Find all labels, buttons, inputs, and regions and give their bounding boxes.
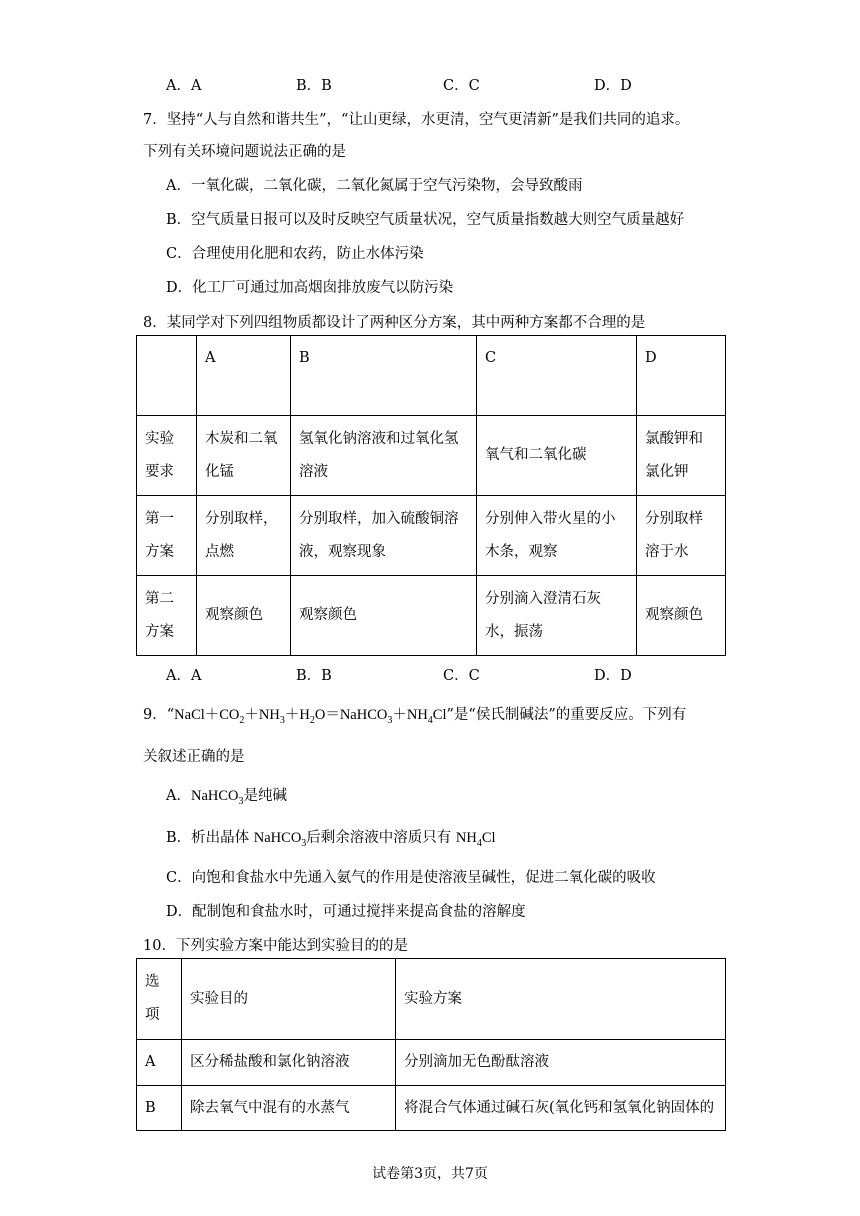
q10-cell: B	[137, 1086, 182, 1131]
q8-cell: 分别取样，加入硫酸铜溶 液，观察现象	[291, 496, 477, 576]
q10-cell: A	[137, 1040, 182, 1086]
q10-header-cell: 实验方案	[396, 959, 726, 1040]
q8-choice-b: B．B	[296, 668, 332, 684]
q8-header-cell: C	[477, 336, 637, 416]
q8-cell: 分别取样 溶于水	[637, 496, 726, 576]
q10-cell: 分别滴加无色酚酞溶液	[396, 1040, 726, 1086]
q7-stem-line1: 7．坚持“人与自然和谐共生”，“让山更绿，水更清，空气更清新”是我们共同的追求。	[143, 112, 690, 128]
q8-cell: 氧气和二氧化碳	[477, 416, 637, 496]
table-row	[137, 1086, 726, 1131]
q8-stem: 8．某同学对下列四组物质都设计了两种区分方案，其中两种方案都不合理的是	[143, 315, 646, 331]
q9-stem-line1: 9．“$NaCl+CO_2+NH_3+H_2O=NaHCO_3+NH_4Cl$”是“侯氏制碱法”的重要反应。下列有	[143, 707, 687, 726]
q8-row-label: 实验 要求	[137, 416, 197, 496]
q8-table-header-row	[137, 336, 726, 416]
table-row	[137, 416, 726, 496]
q8-table	[136, 335, 726, 656]
q8-cell: 木炭和二氧 化锰	[197, 416, 291, 496]
q8-cell: 观察颜色	[637, 576, 726, 656]
q10-cell: 将混合气体通过碱石灰(氧化钙和氢氧化钠固体的	[396, 1086, 726, 1131]
q6-choice-d: D．D	[594, 78, 632, 94]
q10-cell: 区分稀盐酸和氯化钠溶液	[182, 1040, 396, 1086]
q8-cell: 分别滴入澄清石灰 水，振荡	[477, 576, 637, 656]
q8-choice-d: D．D	[594, 668, 632, 684]
q8-header-cell: D	[637, 336, 726, 416]
q10-header-cell: 实验目的	[182, 959, 396, 1040]
q8-cell: 氯酸钾和 氯化钾	[637, 416, 726, 496]
q7-option-c: C．合理使用化肥和农药，防止水体污染	[166, 246, 424, 262]
q7-stem-line2: 下列有关环境问题说法正确的是	[143, 144, 346, 160]
q8-row-label: 第二 方案	[137, 576, 197, 656]
q10-table	[136, 958, 726, 1131]
q10-header-cell: 选 项	[137, 959, 182, 1040]
q6-choice-b: B．B	[296, 78, 332, 94]
q10-stem: 10．下列实验方案中能达到实验目的的是	[143, 938, 408, 954]
q6-choice-c: C．C	[443, 78, 480, 94]
table-row	[137, 1040, 726, 1086]
q9-option-c: C．向饱和食盐水中先通入氨气的作用是使溶液呈碱性，促进二氧化碳的吸收	[166, 870, 656, 886]
table-row	[137, 496, 726, 576]
q8-cell: 分别取样， 点燃	[197, 496, 291, 576]
q7-option-a: A．一氧化碳，二氧化碳，二氧化氮属于空气污染物，会导致酸雨	[166, 178, 583, 194]
q8-cell: 观察颜色	[291, 576, 477, 656]
q8-choice-c: C．C	[443, 668, 480, 684]
q9-option-d: D．配制饱和食盐水时，可通过搅拌来提高食盐的溶解度	[166, 904, 526, 920]
q7-option-b: B．空气质量日报可以及时反映空气质量状况，空气质量指数越大则空气质量越好	[166, 212, 685, 228]
q8-header-cell	[137, 336, 197, 416]
q8-cell: 观察颜色	[197, 576, 291, 656]
q7-option-d: D．化工厂可通过加高烟囱排放废气以防污染	[166, 280, 454, 296]
q8-cell: 氢氧化钠溶液和过氧化氢 溶液	[291, 416, 477, 496]
table-row	[137, 576, 726, 656]
q8-header-cell: B	[291, 336, 477, 416]
page-footer: 试卷第3页，共7页	[372, 1166, 488, 1182]
q9-option-b: B．析出晶体 NaHCO$_3$后剩余溶液中溶质只有 $NH_4Cl$	[166, 830, 496, 849]
q6-choice-a: A．A	[166, 78, 202, 94]
q9-option-a: A．NaHCO$_3$是纯碱	[166, 788, 288, 807]
q8-header-cell: A	[197, 336, 291, 416]
q10-cell: 除去氧气中混有的水蒸气	[182, 1086, 396, 1131]
q10-table-header-row	[137, 959, 726, 1040]
q8-cell: 分别伸入带火星的小 木条，观察	[477, 496, 637, 576]
q8-row-label: 第一 方案	[137, 496, 197, 576]
q9-equation: $NaCl+CO_2+NH_3+H_2O=NaHCO_3+NH_4Cl$	[174, 707, 447, 726]
q8-choice-a: A．A	[166, 668, 202, 684]
q9-stem-line2: 关叙述正确的是	[143, 749, 245, 765]
